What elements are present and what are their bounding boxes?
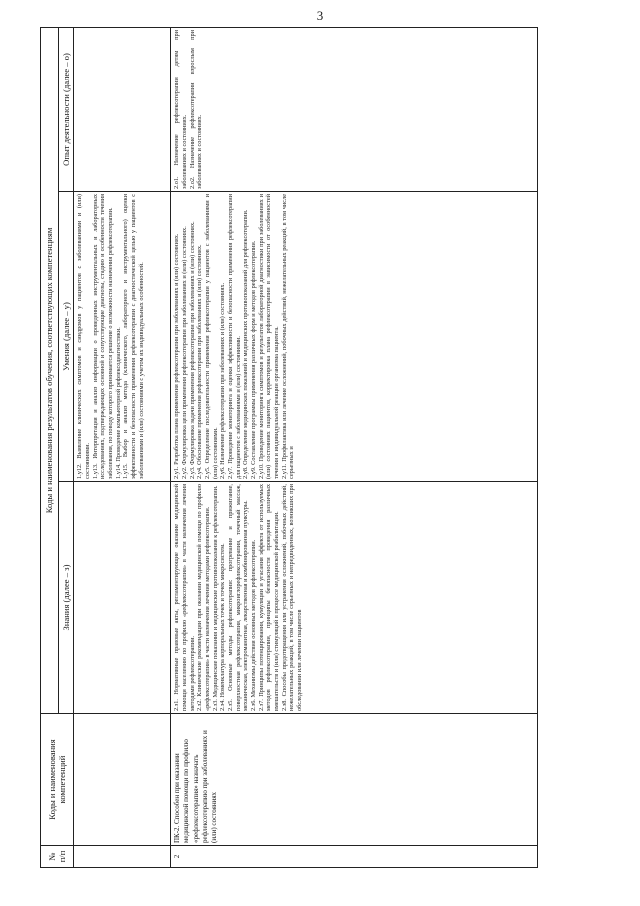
rotated-table-container: [40, 28, 610, 868]
list-item: 2.о1. Назначение рефлексотерапии детям при заболеваниях и состояниях.: [173, 29, 188, 189]
list-item: 2.у11. Профилактика или лечение осложнений, побочных действий, нежелательных реакций, в том числе серьезных и: [280, 194, 296, 479]
cell-num-empty: [74, 846, 171, 868]
list-item: 2.з5. Основные методы рефлексотерапии: прогревание и прижигание, поверхностная рефлексотерапия, микроиглорефлексотерапия, точечный массаж, механическая, электроманитная, лекарственная и комбинированная пунктуры.: [227, 484, 250, 711]
list-item: 1.у12. Выявление клинических симптомов и синдромов у пациентов с заболеваниями и (или) состояниями.: [76, 194, 91, 479]
cell-skills: [171, 192, 538, 482]
list-item: 2.у9. Составление программы применения различных форм и методов рефлексотерапии.: [250, 240, 258, 479]
cell-experience-empty: [74, 27, 171, 191]
cell-knowledge: [171, 482, 538, 714]
cell-skills-continuation: [74, 192, 171, 482]
cell-row-number: 2: [171, 846, 538, 868]
list-item: 2.з6. Механизмы действия основных методов рефлексотерапии.: [250, 539, 258, 711]
header-results-group: Коды и наименования результатов обучения, соответствующих компетенциям: [41, 27, 59, 713]
list-item: 1.у15. Выбор и анализ метода (клинического, лабораторного и инструментального) оценки эффективности и безопасности применения рефлексотерапии с диагностической целью у пациентов с заболеваниями и (или) состояниями с учетом их индивидуальных особенностей.: [122, 194, 145, 479]
list-item: 2.з7. Принципы потенцирования, кумуляции и угасания эффекта от используемых методов рефлексотерапии, принципы безопасности проведения различных вмешательств и (или) стимуляций в процессе медицинской реабилитации.: [257, 484, 281, 711]
table-row-pk2: [171, 27, 538, 867]
list-item: 2.з3. Медицинские показания и медицинские противопоказания к рефлексотерапии.: [211, 485, 219, 711]
header-num: № п/п: [41, 846, 74, 868]
cell-competence: ПК-2. Способен при оказании медицинской помощи по профилю «рефлексотерапия» назначать рефлексотерапию при заболеваниях и (или) состояниях: [171, 714, 538, 846]
table-row-continuation: [74, 27, 171, 867]
header-competence-codes: Коды и наименования компетенций: [41, 714, 74, 846]
list-item: 2.у10. Проведение мониторинга симптомов и результатов лабораторной диагностики при заболеваниях и (или) состояниях пациентов, корректировка плана рефлексотерапии в зависимости от особенностей течения и индивидуальной реакции организма пациента.: [257, 194, 281, 479]
list-item: 2.у6. Назначение рефлексотерапии при заболеваниях и (или) состояниях.: [219, 282, 227, 479]
list-item: 2.у3. Формулировка задачи применения рефлексотерапии при заболеваниях и (или) состояниях.: [188, 221, 196, 479]
cell-experience: [171, 27, 538, 191]
list-item: 2.у4. Обоснование применения рефлексотерапии при заболеваниях и (или) состояниях.: [196, 244, 204, 479]
list-item: 1.у13. Интерпретация и анализ информации о проведенных инструментальных и лабораторных исследованиях, подтверждающих основной и сопутствующие диагнозы, стадию и особенности течения заболевания, по поводу которого принимается решение о возможности назначения рефлексотерапии.: [91, 194, 114, 479]
list-item: 1.у14. Проведение компьютерной рефлексодиагностики.: [114, 327, 122, 479]
list-item: 2.у5. Определение последовательности применения рефлексотерапии у пациентов с заболеваниями и (или) состояниями.: [204, 194, 219, 479]
list-item: 2.у2. Формулировка цели применения рефлексотерапии при заболеваниях и (или) состояниях.: [180, 226, 188, 479]
list-item: 2.з1. Нормативные правовые акты, регламентирующие оказание медицинской помощи населению по профилю «рефлексотерапия» в части назначения лечения методами рефлексотерапии.: [173, 484, 196, 711]
list-item: 2.о2. Назначение рефлексотерапии взрослым при заболеваниях и состояниях.: [188, 29, 204, 189]
cell-competence-empty: [74, 714, 171, 846]
cell-knowledge-empty: [74, 482, 171, 714]
list-item: 2.у7. Проведение мониторинга и оценки эффективности и безопасности применения рефлексотерапии для пациентов с заболеваниями и (или) состояниями.: [227, 194, 242, 479]
list-item: 2.у1. Разработка плана применения рефлексотерапии при заболеваниях и (или) состояниях.: [173, 233, 181, 479]
list-item: 2.з8. Способы предотвращения или устранения осложнений, побочных действий, нежелательных реакций, в том числе серьезных и непредвиденных, возникших при обследовании или лечении пациентов: [280, 484, 304, 711]
list-item: 2.з4. Номенклатура корпоральных точек и точек микросистем.: [219, 543, 227, 711]
list-item: 2.з2. Клинические рекомендации при оказании медицинской помощи по профилю «рефлексотерапия» в части назначения лечения методами рефлексотерапии.: [196, 484, 211, 711]
header-experience: Опыт деятельности (далее – о): [59, 27, 74, 191]
competencies-table: [40, 27, 538, 868]
page-number: 3: [316, 8, 324, 23]
header-skills: Умения (далее – у): [59, 192, 74, 482]
list-item: 2.у8. Определение медицинских показаний и медицинских противопоказаний для рефлексотерапии.: [242, 209, 250, 479]
header-knowledge: Знания (далее – з): [59, 482, 74, 714]
